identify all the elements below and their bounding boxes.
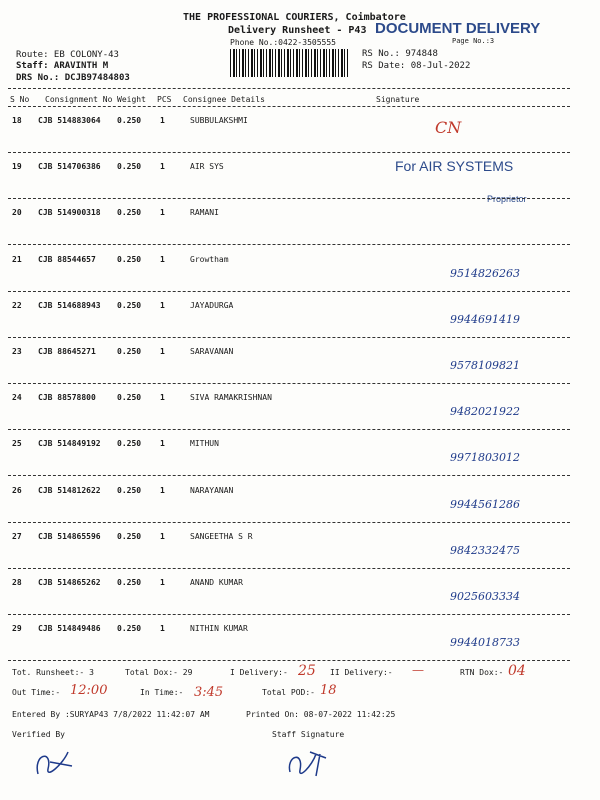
serial-number: 20 — [12, 208, 22, 217]
consignment-number: CJB 514865596 — [38, 532, 101, 541]
out-time-label: Out Time:- — [12, 688, 61, 697]
signature: 9944691419 — [450, 313, 520, 326]
pcs: 1 — [160, 578, 165, 587]
verified-by-label: Verified By — [12, 730, 65, 739]
consignment-number: CJB 514883064 — [38, 116, 101, 125]
signature: CN — [435, 118, 462, 137]
signature: 9025603334 — [450, 590, 520, 603]
divider — [8, 106, 570, 107]
consignment-number: CJB 514706386 — [38, 162, 101, 171]
serial-number: 27 — [12, 532, 22, 541]
col-pcs: PCS — [157, 95, 172, 104]
pcs: 1 — [160, 532, 165, 541]
rs-number: RS No.: 974848 — [362, 49, 438, 59]
signature: For AIR SYSTEMS — [395, 158, 514, 174]
weight: 0.250 — [117, 486, 142, 495]
consignee-name: RAMANI — [190, 208, 219, 217]
route: Route: EB COLONY-43 — [16, 50, 119, 60]
serial-number: 18 — [12, 116, 22, 125]
weight: 0.250 — [117, 578, 142, 587]
signature: 9578109821 — [450, 359, 520, 372]
signature: 9482021922 — [450, 405, 520, 418]
weight: 0.250 — [117, 532, 142, 541]
serial-number: 24 — [12, 393, 22, 402]
document-delivery-stamp: DOCUMENT DELIVERY — [375, 20, 541, 37]
consignee-name: NARAYANAN — [190, 486, 234, 495]
consignee-name: MITHUN — [190, 439, 219, 448]
ii-delivery-value: — — [412, 663, 424, 677]
i-delivery-value: 25 — [298, 663, 316, 679]
page-number: Page No.:3 — [452, 37, 495, 45]
entered-by: Entered By :SURYAP43 7/8/2022 11:42:07 AM — [12, 710, 210, 719]
weight: 0.250 — [117, 624, 142, 633]
pcs: 1 — [160, 624, 165, 633]
weight: 0.250 — [117, 208, 142, 217]
serial-number: 21 — [12, 255, 22, 264]
row-divider — [8, 522, 570, 523]
serial-number: 19 — [12, 162, 22, 171]
verifier-signature — [28, 744, 78, 784]
barcode — [230, 49, 350, 77]
row-divider — [8, 152, 570, 153]
signature: 9944018733 — [450, 636, 520, 649]
pcs: 1 — [160, 255, 165, 264]
serial-number: 26 — [12, 486, 22, 495]
in-time-value: 3:45 — [194, 685, 224, 700]
serial-number: 28 — [12, 578, 22, 587]
pcs: 1 — [160, 301, 165, 310]
row-divider — [8, 383, 570, 384]
weight: 0.250 — [117, 393, 142, 402]
weight: 0.250 — [117, 439, 142, 448]
pcs: 1 — [160, 162, 165, 171]
consignee-name: SARAVANAN — [190, 347, 234, 356]
i-delivery-label: I Delivery:- — [230, 668, 288, 677]
consignment-number: CJB 514688943 — [38, 301, 101, 310]
consignment-number: CJB 88544657 — [38, 255, 96, 264]
consignment-number: CJB 514865262 — [38, 578, 101, 587]
consignee-name: SUBBULAKSHMI — [190, 116, 248, 125]
row-divider — [8, 198, 570, 199]
serial-number: 23 — [12, 347, 22, 356]
total-dox: Total Dox:- 29 — [125, 668, 193, 677]
weight: 0.250 — [117, 301, 142, 310]
col-consignment: Consignment No — [45, 95, 113, 104]
consignee-name: SANGEETHA S R — [190, 532, 253, 541]
rtn-dox-label: RTN Dox:- — [460, 668, 504, 677]
serial-number: 29 — [12, 624, 22, 633]
col-weight: Weight — [117, 95, 146, 104]
divider — [8, 88, 570, 89]
consignee-name: Growtham — [190, 255, 229, 264]
consignment-number: CJB 88645271 — [38, 347, 96, 356]
row-divider — [8, 475, 570, 476]
signature: 9944561286 — [450, 498, 520, 511]
row-divider — [8, 337, 570, 338]
signature: 9971803012 — [450, 451, 520, 464]
consignee-name: SIVA RAMAKRISHNAN — [190, 393, 272, 402]
staff-name: Staff: ARAVINTH M — [16, 61, 109, 71]
stamp-note: Proprietor — [487, 194, 527, 204]
col-signature: Signature — [376, 95, 420, 104]
in-time-label: In Time:- — [140, 688, 184, 697]
company-name: THE PROFESSIONAL COURIERS, Coimbatore — [183, 12, 406, 23]
phone-number: Phone No.:0422-3505555 — [230, 38, 336, 47]
total-pod-value: 18 — [320, 683, 337, 698]
drs-number: DRS No.: DCJB97484803 — [16, 73, 130, 83]
row-divider — [8, 244, 570, 245]
staff-signature-label: Staff Signature — [272, 730, 345, 739]
tot-runsheet: Tot. Runsheet:- 3 — [12, 668, 94, 677]
signature: 9514826263 — [450, 267, 520, 280]
runsheet-title: Delivery Runsheet - P43 — [228, 25, 367, 36]
divider — [8, 660, 570, 661]
signature: 9842332475 — [450, 544, 520, 557]
consignee-name: AIR SYS — [190, 162, 224, 171]
weight: 0.250 — [117, 116, 142, 125]
serial-number: 22 — [12, 301, 22, 310]
printed-on: Printed On: 08-07-2022 11:42:25 — [246, 710, 396, 719]
pcs: 1 — [160, 393, 165, 402]
pcs: 1 — [160, 486, 165, 495]
col-sno: S No — [10, 95, 30, 104]
consignment-number: CJB 514812622 — [38, 486, 101, 495]
consignee-name: JAYADURGA — [190, 301, 234, 310]
pcs: 1 — [160, 347, 165, 356]
rs-date: RS Date: 08-Jul-2022 — [362, 61, 471, 71]
row-divider — [8, 614, 570, 615]
consignment-number: CJB 514849192 — [38, 439, 101, 448]
consignee-name: NITHIN KUMAR — [190, 624, 248, 633]
out-time-value: 12:00 — [70, 683, 108, 698]
pcs: 1 — [160, 439, 165, 448]
consignee-name: ANAND KUMAR — [190, 578, 243, 587]
pcs: 1 — [160, 116, 165, 125]
row-divider — [8, 291, 570, 292]
consignment-number: CJB 514849486 — [38, 624, 101, 633]
row-divider — [8, 429, 570, 430]
weight: 0.250 — [117, 255, 142, 264]
weight: 0.250 — [117, 162, 142, 171]
consignment-number: CJB 514900318 — [38, 208, 101, 217]
staff-signature — [282, 744, 332, 784]
col-consignee: Consignee Details — [183, 95, 265, 104]
weight: 0.250 — [117, 347, 142, 356]
pcs: 1 — [160, 208, 165, 217]
consignment-number: CJB 88578800 — [38, 393, 96, 402]
total-pod-label: Total POD:- — [262, 688, 315, 697]
serial-number: 25 — [12, 439, 22, 448]
row-divider — [8, 568, 570, 569]
rtn-dox-value: 04 — [508, 663, 526, 679]
ii-delivery-label: II Delivery:- — [330, 668, 393, 677]
